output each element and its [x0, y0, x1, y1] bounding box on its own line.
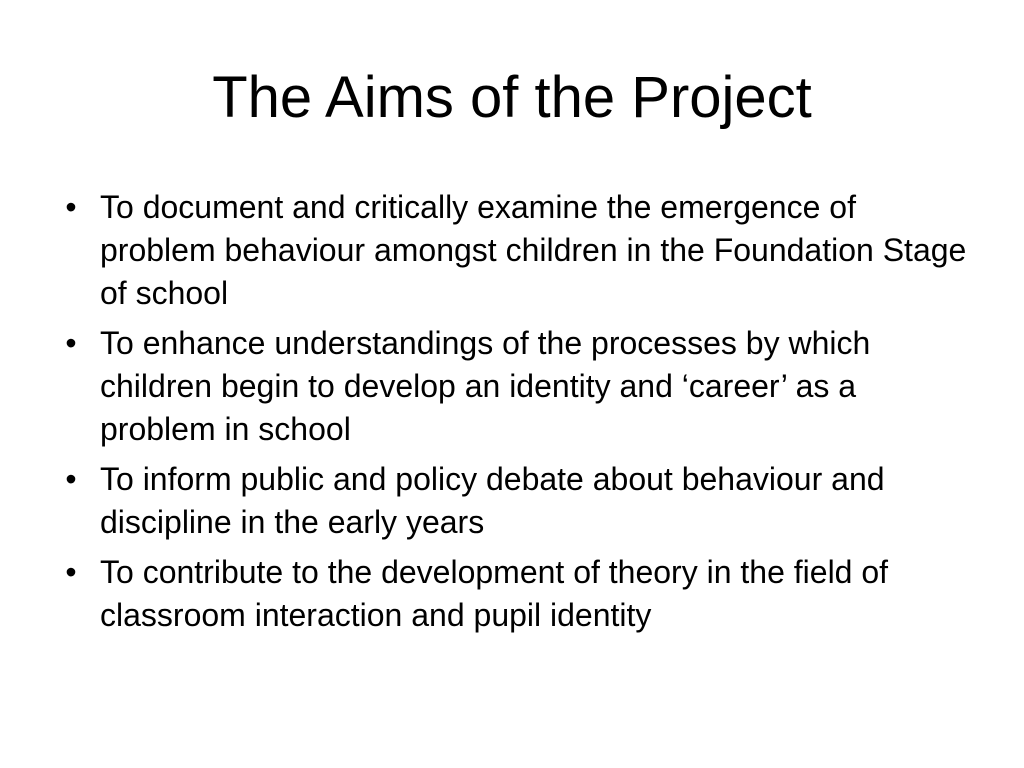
bullet-text: To contribute to the development of theory in the field of classroom interaction and pupil identity — [100, 554, 889, 633]
bullet-item — [60, 186, 980, 315]
bullet-icon: • — [65, 189, 77, 225]
bullet-text: To inform public and policy debate about behaviour and discipline in the early years — [100, 461, 885, 540]
bullet-text: To document and critically examine the emergence of problem behaviour amongst children in the Foundation Stage of school — [100, 189, 967, 311]
bullet-item — [60, 551, 980, 637]
bullet-item — [60, 458, 980, 544]
bullet-item — [60, 322, 980, 451]
slide-title: The Aims of the Project — [212, 65, 812, 130]
bullet-icon: • — [65, 554, 77, 590]
bullet-text: To enhance understandings of the processes by which children begin to develop an identity and ‘career’ as a problem in school — [100, 325, 871, 447]
bullet-icon: • — [65, 461, 77, 497]
bullet-list — [60, 186, 980, 644]
bullet-icon: • — [65, 325, 77, 361]
